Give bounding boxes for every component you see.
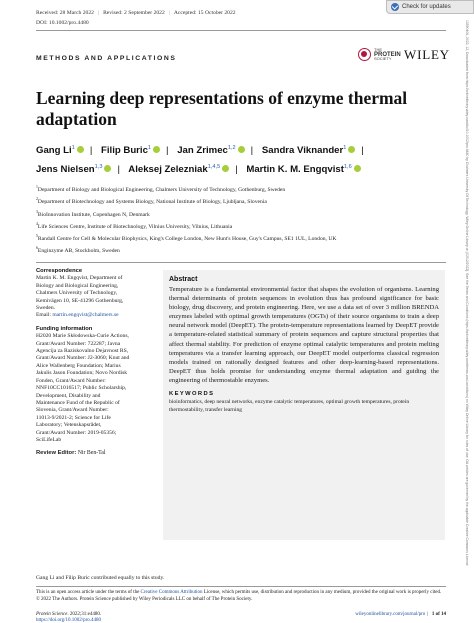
author[interactable]: Filip Buric$^1$ [101,145,160,156]
orcid-icon[interactable] [104,165,111,172]
correspondence-line: Sweden. [36,305,56,312]
orcid-icon[interactable] [153,146,160,153]
accepted-date: Accepted: 15 October 2022 [173,10,236,16]
keywords-text: bioinformatics, deep neural networks, enzyme catalytic temperatures, optimal growth temperatures, protein thermostability, transfer learning [169,399,410,413]
author[interactable]: Martin K. M. Engqvist$^{1,6}$ [246,164,360,175]
check-icon [391,3,399,11]
article-dates: Received: 28 March 2022 | Revised: 2 September 2022 | Accepted: 15 October 2022 [36,10,236,16]
section-divider [36,262,446,263]
affiliation: $^6$Enginzyme AB, Stockholm, Sweden [36,246,120,255]
doi[interactable]: DOI: 10.1002/pro.4480 [36,20,89,26]
correspondence-line: Kemivägen 10, SE-41296 Gothenburg, [36,297,124,304]
funding-line: Fonden, Grant/Award Number: [36,377,106,384]
affiliation: $^1$Department of Biology and Biological Engineering, Chalmers University of Technology, Gothenburg, Sweden [36,185,286,193]
author[interactable]: Jan Zrimec$^{1,2}$ [177,145,244,156]
citation: . 2022;31:e4480. [67,612,102,617]
author[interactable]: Sandra Viknander$^1$ [262,145,356,156]
section-label: METHODS AND APPLICATIONS [36,55,177,62]
download-notice-strip: 13590406, 2022, 12, Downloaded from https://onlinelibrary.wiley.com/doi/10.1002/pro.4480 by Chalmers University Of Technology, Wiley Online Library on [02/12/2022]. See the Terms and Conditions (https://onlinelibrary.wiley.com/terms-and-conditions) on Wiley Online Library for rules of use; OA articles are governed by the applicable Creative Commons License [465,20,469,566]
funding-line: Maintenance Fund of the Republic of [36,399,120,406]
funding-line: Slovenia, Grant/Award Number: [36,407,109,414]
correspondence-heading: Correspondence [36,268,83,274]
funding-line: SciLifeLab [36,436,62,443]
author[interactable]: Jens Nielsen$^{1,3}$ [36,164,111,175]
abstract-text: Temperature is a fundamental environmental factor that shapes the evolution of organisms. Learning thermal determinants of protein sequences in evolution thus has profound significance for basic biology, drug discovery, and protein engineering. Here, we use a data set of over 3 million BRENDA enzymes labeled with optimal growth temperatures (OGTs) of their source organisms to train a deep neural network model (DeepET). The protein-temperature representations learned by DeepET provide a temperature-related statistical summary of protein sequences and capture structural properties that affect thermal stability. For prediction of enzyme optimal catalytic temperatures and protein melting temperatures via a transfer learning approach, our DeepET model outperforms classical regression models trained on rationally designed features and other deep-learning-based representations. DeepET thus holds promise for understanding enzyme thermal adaptation and guiding the engineering of thermostable enzymes. [169,286,439,384]
author[interactable]: Aleksej Zelezniak$^{1,4,5}$ [128,164,229,175]
funding-heading: Funding information [36,325,93,332]
copyright-line: © 2022 The Authors. Protein Science published by Wiley Periodicals LLC on behalf of The Protein Society. [36,596,253,602]
orcid-icon[interactable] [222,165,229,172]
abstract-heading: Abstract [169,276,198,283]
doi-link[interactable]: https://doi.org/10.1002/pro.4480 [36,618,102,623]
received-date: Received: 28 March 2022 [36,10,94,16]
affiliation: $^5$Randall Centre for Cell & Molecular Biophysics, King's College London, New Hunt's House, Guy's Campus, SE1 1UL, London, UK [36,234,337,242]
orcid-icon[interactable] [348,146,355,153]
affiliation: $^2$Department of Biotechnology and Systems Biology, National Institute of Biology, Ljubljana, Slovenia [36,197,267,206]
journal-site-link[interactable]: wileyonlinelibrary.com/journal/pro [355,612,426,617]
sidebar-info [36,268,154,458]
journal-name: Protein Science [36,612,68,617]
creative-commons-link[interactable]: Creative Commons Attribution [140,590,203,595]
wiley-logo: WILEY [404,47,450,62]
funding-line: Alice Wallenberg Foundation; Marius [36,362,121,369]
review-editor: Review Editor: Nir Ben-Tal [36,450,106,457]
email-label: Email: [36,312,53,319]
email-link[interactable]: martin.engqvist@chalmers.se [52,312,119,319]
orcid-icon[interactable] [77,146,84,153]
revised-date: Revised: 2 September 2022 [103,10,165,16]
funding-line: NNF10CC1016517; Public Scholarship, [36,385,127,392]
check-for-updates-button[interactable] [386,0,474,14]
affiliation: $^4$Life Sciences Centre, Institute of Biotechnology, Vilnius University, Vilnius, Lithuania [36,221,233,230]
funding-line: Development, Disability and [36,392,101,399]
funding-line: H2020 Marie Skłodowska-Curie Actions, [36,333,129,340]
funding-line: Grant/Award Number: 2019-05356; [36,429,117,436]
page-number: 1 of 14 [431,612,446,617]
check-for-updates-label: Check for updates [402,4,451,10]
correspondence-line: Martin K. M. Engqvist, Department of [36,275,123,282]
article-title: Learning deep representations of enzyme thermal adaptation [36,88,408,129]
license-notice: This is an open access article under the terms of the Creative Commons Attribution License, which permits use, distribution and reproduction in any medium, provided the original work is properly cited. © 2022 The Authors. Protein Science published by Wiley Periodicals LLC on behalf of The Protein Society. [36,590,442,602]
orcid-icon[interactable] [238,146,245,153]
correspondence-line: Biology and Biological Engineering, [36,282,119,289]
author-list: Gang Li$^1$ | Filip Buric$^1$ | Jan Zrimec$^{1,2}$ | Sandra Viknander$^1$ | Jens Nielsen$^{1,3}$ | Aleksej Zelezniak$^{1,4,5}$ | Martin K. M. Engqvist$^{1,6}$ [36,145,364,176]
abstract-box [163,270,445,540]
footer-divider [36,586,446,587]
protein-society-emblem-icon [358,48,371,61]
funding-line: Grant/Award Number: 722287; Javna [36,340,121,347]
correspondence-line: Chalmers University of Technology, [36,290,118,297]
funding-line: Jakulis Jason Foundation; Novo Nordisk [36,370,128,377]
affiliation: $^3$BioInnovation Institute, Copenhagen N, Denmark [36,209,150,218]
funding-line: Laboratory; Vetenskapsrådet, [36,422,102,429]
funding-line: Grant/Award Number: J2-3060; Knut and [36,355,130,362]
affiliations [36,183,448,257]
funding-line: Agencija za Raziskovalno Dejavnost RS, [36,348,129,355]
contribution-note: Gang Li and Filip Buric contributed equally to this study. [36,575,165,581]
author[interactable]: Gang Li$^1$ [36,145,84,156]
page-footer: Protein Science. 2022;31:e4480. https://doi.org/10.1002/pro.4480 wileyonlinelibrary.com/journal/pro | 1 of 14 [36,612,446,623]
protein-society-logo: THE PROTEIN SOCIETY [358,48,401,62]
orcid-icon[interactable] [354,165,361,172]
header-divider [36,30,446,31]
keywords-heading: KEYWORDS [169,391,215,398]
funding-line: 11013-9/2021-2; Science for Life [36,414,111,421]
